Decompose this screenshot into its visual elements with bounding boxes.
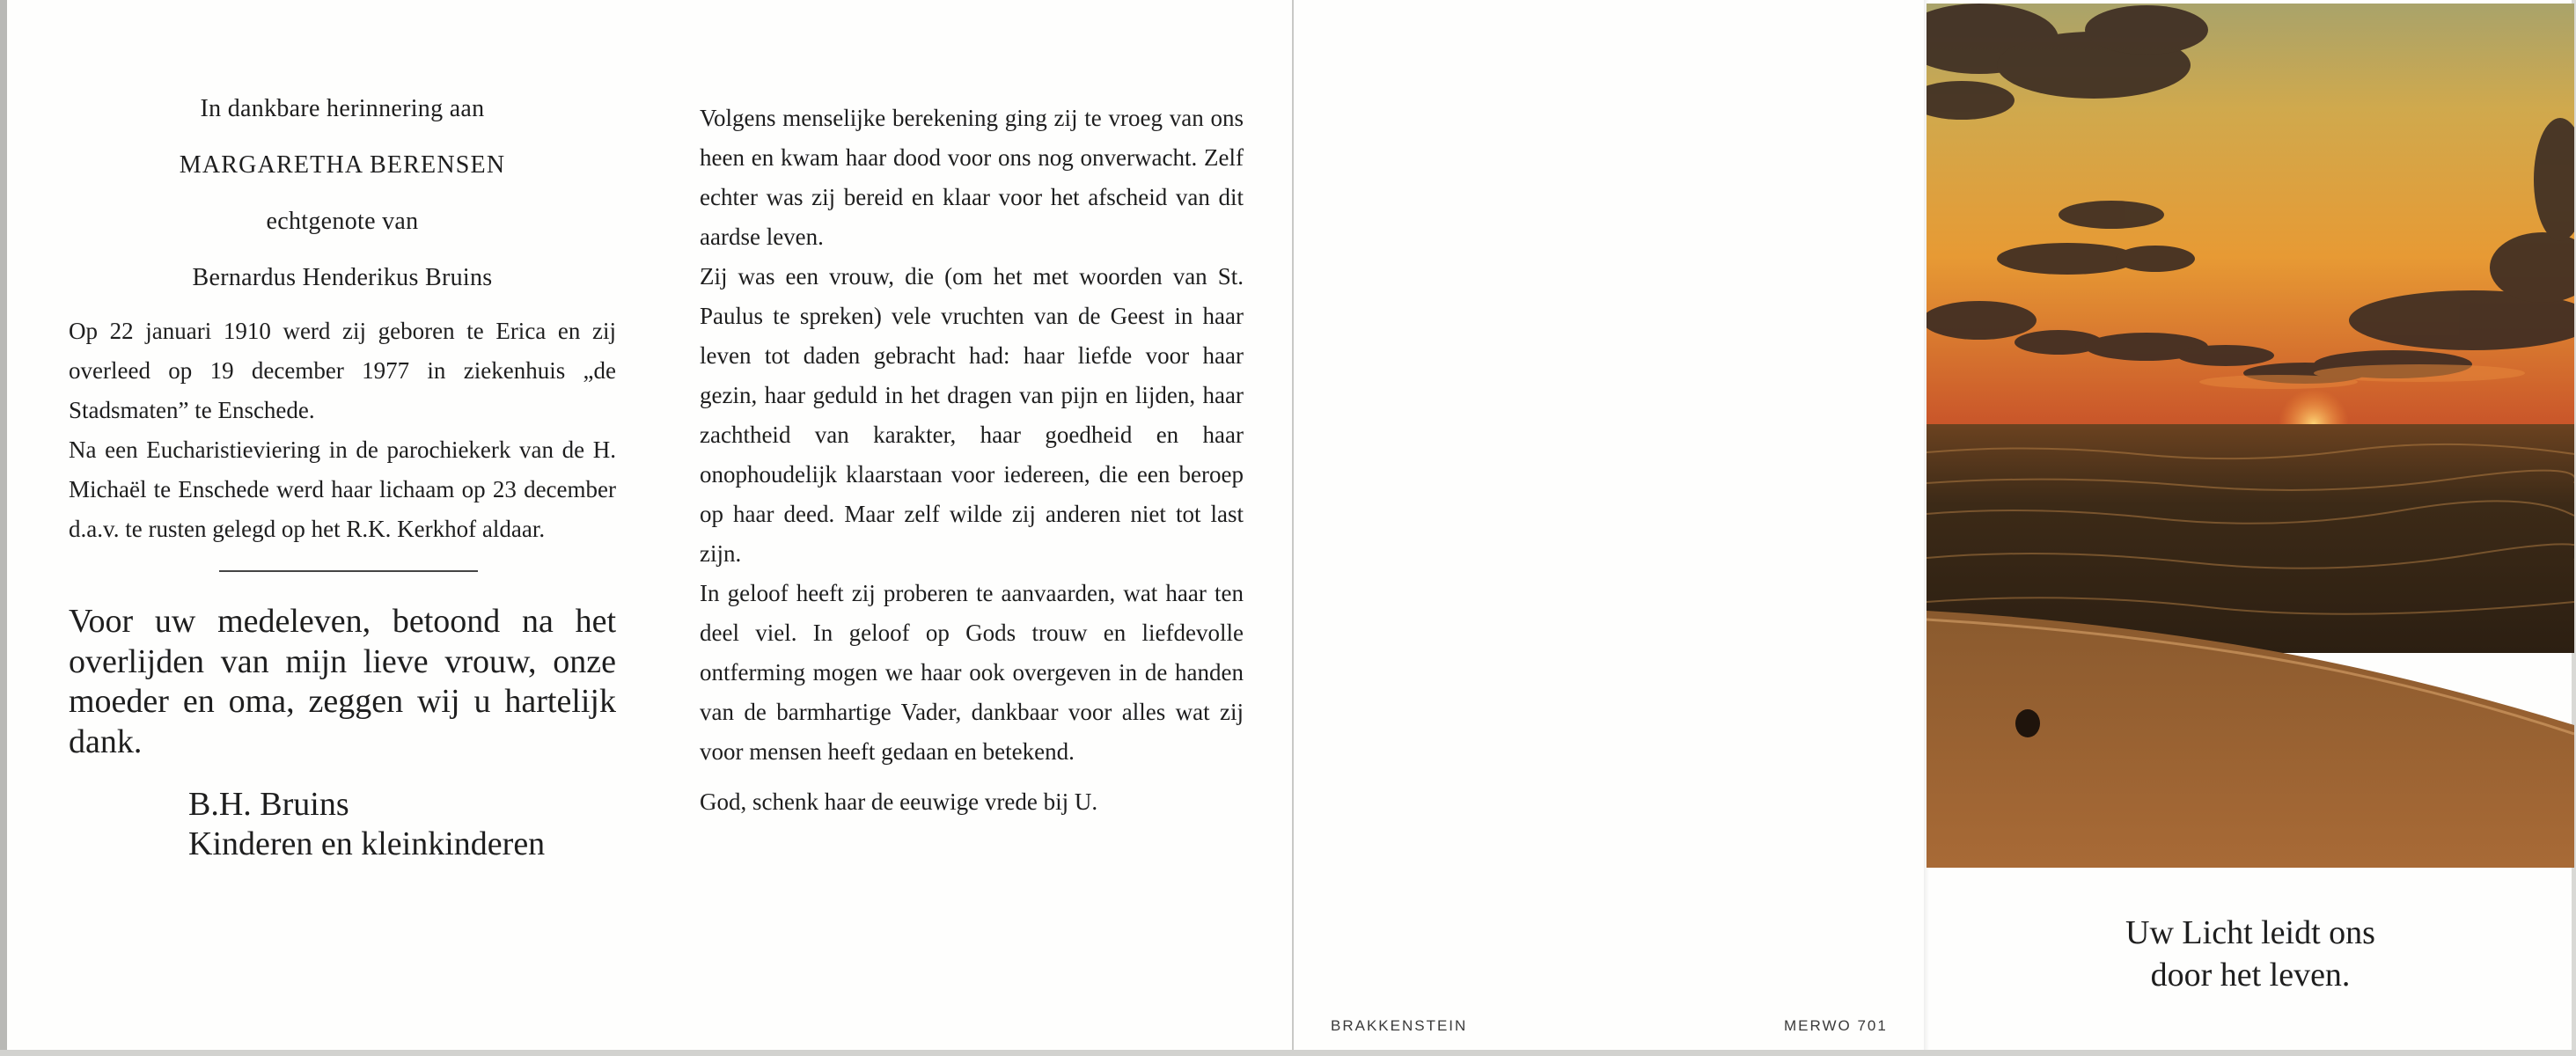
divider-line — [219, 570, 478, 572]
birth-death-paragraph: Op 22 januari 1910 werd zij geboren te Erica en zij overleed op 19 december 1977 in ziekenhuis „de Stadsmaten” te Enschede. — [69, 318, 616, 423]
character-paragraph: Zij was een vrouw, die (om het met woorden van St. Paulus te spreken) vele vruchten van de Geest in haar leven tot daden gebracht had: haar liefde voor haar gezin, haar geduld in het dragen van pijn en lijden, haar zachtheid van karakter, haar goedheid en haar onophoudelijk klaarstaan voor iedereen, die een beroep op haar deed. Maar zelf wilde zij anderen niet tot last zijn. — [700, 263, 1244, 567]
scan-edge — [0, 0, 7, 1056]
inner-left-page — [69, 95, 616, 864]
printer-imprint: BRAKKENSTEIN — [1331, 1017, 1468, 1034]
caption-line-2: door het leven. — [2150, 957, 2351, 994]
spouse-name: Bernardus Henderikus Bruins — [192, 264, 493, 291]
cover-caption — [1926, 912, 2574, 996]
sunset-over-sea-photo — [1926, 4, 2574, 868]
funeral-paragraph: Na een Eucharistieviering in de parochiekerk van de H. Michaël te Enschede werd haar lichaam op 23 december d.a.v. te rusten gelegd op het R.K. Kerkhof aldaar. — [69, 436, 616, 542]
inner-right-page — [700, 99, 1244, 822]
reflection-paragraph: Volgens menselijke berekening ging zij te vroeg van ons heen en kwam haar dood voor ons nog onverwacht. Zelf echter was zij bereid en klaar voor het afscheid van dit aardse leven. — [700, 105, 1244, 250]
caption-line-1: Uw Licht leidt ons — [2125, 914, 2375, 951]
inner-spread — [7, 0, 1294, 1052]
thanks-paragraph: Voor uw medeleven, betoond na het overlijden van mijn lieve vrouw, onze moeder en oma, zeggen wij u hartelijk dank. — [69, 603, 616, 760]
deceased-name: MARGARETHA BERENSEN — [179, 151, 506, 179]
memorial-intro: In dankbare herinnering aan — [200, 95, 485, 122]
card-code: MERWO 701 — [1784, 1017, 1888, 1034]
scan-bottom-edge — [0, 1050, 2576, 1056]
signature-name: B.H. Bruins — [188, 786, 349, 823]
faith-paragraph: In geloof heeft zij proberen te aanvaarden, wat haar ten deel viel. In geloof op Gods trouw en liefdevolle ontferming mogen we haar ook overgeven in de handen van de barmhartige Vader, dankbaar voor alles wat zij voor mensen heeft gedaan en betekend. — [700, 580, 1244, 765]
spouse-intro: echtgenote van — [266, 208, 419, 235]
signature-block — [188, 785, 616, 864]
signature-family: Kinderen en kleinkinderen — [188, 825, 546, 862]
closing-prayer: God, schenk haar de eeuwige vrede bij U. — [700, 788, 1098, 815]
